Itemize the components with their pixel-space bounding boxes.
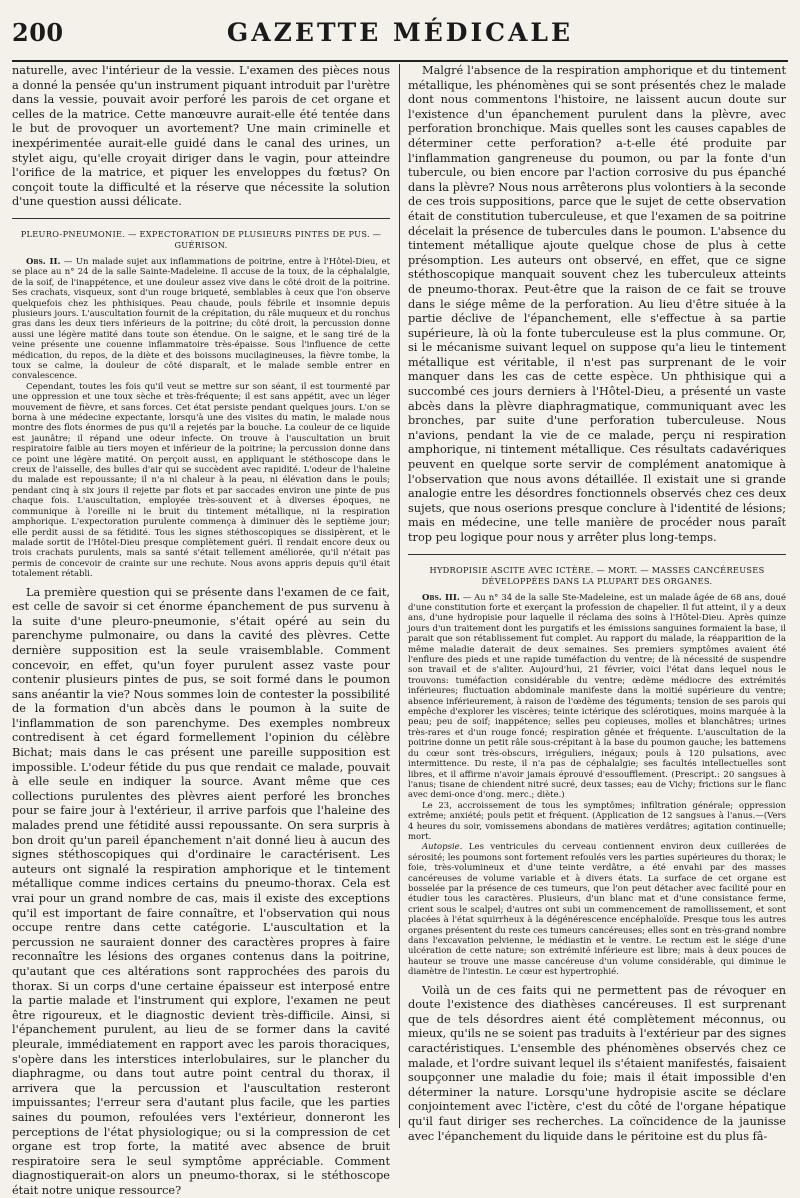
section-heading-pleuro-pneumonie: PLEURO-PNEUMONIE. — EXPECTORATION DE PLUSIEURS PINTES DE PUS. — GUÉRISON.	[20, 228, 382, 250]
autopsie-label: Autopsie.	[422, 842, 463, 853]
column-divider	[399, 64, 400, 1128]
right-column	[408, 64, 786, 1143]
section-rule	[408, 554, 786, 555]
observation-text: — Un malade sujet aux inflammations de poitrine, entre à l'Hôtel-Dieu, et se place au n° 24 de la salle Sainte-Madeleine. Il accuse de la toux, de la céphalalgie, de la soif, de l'inappétence, et une douleur assez vive dans le côté droit de la poitrine. Ses crachats, visqueux, sont d'un rouge briqueté, semblables à ceux que l'on observe quelquefois chez les phthisiques. Peau chaude, pouls fébrile et insomnie depuis plusieurs jours. L'auscultation fournit de la crépitation, du râle muqueux et du ronchus gras dans les deux tiers inférieurs de la poitrine; du côté droit, la percussion donne aussi une légère matité dans toute son étendue. On le saigne, et le sang tiré de la veine présente une couenne inflammatoire très-épaisse. Sous l'influence de cette médication, du repos, de la diète et des boissons mucilagineuses, la fièvre tombe, la toux se calme, la douleur de côté disparaît, et le malade semble entrer en convalescence.	[12, 256, 391, 382]
section-heading-hydropisie: HYDROPISIE ASCITE AVEC ICTÈRE. — MORT. — MASSES CANCÉREUSES DÉVELOPPÉES DANS LA PLUPART DES ORGANES.	[429, 564, 765, 586]
section-rule	[12, 218, 390, 219]
observation-3-paragraph-2: Le 23, accroissement de tous les symptômes; infiltration générale; oppression extrême; anxiété; pouls petit et fréquent. (Application de 12 sangsues à l'anus.—(Vers 4 heures du soir, vomissemens abondans de matières verdâtres; agitation continuelle; mort.	[408, 800, 786, 842]
header-rule	[12, 60, 788, 62]
observation-2-paragraph-2: Cependant, toutes les fois qu'il veut se mettre sur son séant, il est tourmenté par une oppression et une toux sèche et très-fréquente; il est sans appétit, avec un léger mouvement de fièvre, et sans forces. Cet état persiste pendant quelques jours. L'on se borna à une médecine expectante, lorsqu'à une des visites du matin, le malade nous montre des flots énormes de pus qu'il a rejetés par la bouche. La couleur de ce liquide est jaunâtre; il répand une odeur infecte. On trouve à l'auscultation un bruit respiratoire faible au tiers moyen et inférieur de la poitrine; la percussion donne dans ce point une légère matité. On perçoit aussi, en appliquant le stéthoscope dans le creux de l'aisselle, des bulles d'air qui se succèdent avec rapidité. L'odeur de l'haleine du malade est repoussante; il n'a ni chaleur à la peau, ni élévation dans le pouls; pendant cinq à six jours il rejette par flots et par saccades environ une pinte de pus chaque fois. L'auscultation, employée très-souvent et à diverses époques, ne communique à l'oreille ni le bruit du tintement métallique, ni la respiration amphorique. L'expectoration purulente commença à diminuer dès le septième jour; elle perdit aussi de sa fétidité. Tous les signes stéthoscopiques se dissipèrent, et le malade sortit de l'Hôtel-Dieu presque complètement guéri. Il rendait encore deux ou trois crachats purulents, mais sa santé s'était tellement améliorée, qu'il n'était pas permis de concevoir de crainte sur une rechute. Nous avons appris depuis qu'il était totalement rétabli.	[12, 381, 390, 580]
intro-paragraph: naturelle, avec l'intérieur de la vessie. L'examen des pièces nous a donné la pensée qu'un instrument piquant introduit par l'urètre dans la vessie, pouvait avoir perforé les parois de cet organe et celles de la matrice. Cette manœuvre aurait-elle été tentée dans le but de provoquer un avortement? Une main criminelle et inexpérimentée aurait-elle guidé dans le canal des urines, un stylet aigu, qu'elle croyait diriger dans le vagin, pour atteindre l'orifice de la matrice, et piquer les enveloppes du fœtus? On conçoit toute la difficulté et la réserve que nécessite la solution d'une question aussi délicate.	[12, 64, 390, 209]
perforation-paragraph: Malgré l'absence de la respiration amphorique et du tintement métallique, les phénomènes qui se sont présentés chez le malade dont nous commentons l'histoire, ne laissent aucun doute sur l'existence d'un épanchement purulent dans la plèvre, avec perforation bronchique. Mais quelles sont les causes capables de déterminer cette perforation? a-t-elle été produite par l'inflammation gangreneuse du poumon, ou par la fonte d'un tubercule, ou bien encore par l'action corrosive du pus épanché dans la plèvre? Nous nous arrêterons plus volontiers à la seconde de ces trois suppositions, parce que le sujet de cette observation était de constitution tuberculeuse, et que l'examen de sa poitrine décelait la présence de tubercules dans le poumon. L'absence du tintement métallique ajoute quelque chose de plus à cette présomption. Les auteurs ont observé, en effet, que ce signe stéthoscopique manquait souvent chez les tuberculeux atteints de pneumo-thorax. Peut-être que la raison de ce fait se trouve dans le siége même de la perforation. Au lieu d'être située à la partie déclive de l'épanchement, elle s'effectue à sa partie supérieure, là où la fonte tuberculeuse est la plus commune. Or, si le mécanisme suivant lequel on suppose qu'a lieu le tintement métallique est véritable, il n'est pas surprenant de le voir manquer dans les cas de cette espèce. Un phthisique qui a succombé ces jours derniers à l'Hôtel-Dieu, a présenté un vaste abcès dans la plèvre diaphragmatique, communiquant avec les bronches, par suite d'une perforation tuberculeuse. Nous n'avions, pendant la vie de ce malade, perçu ni respiration amphorique, ni tintement métallique. Ces résultats cadavériques peuvent en quelque sorte servir de complément anatomique à l'observation que nous avons détaillée. Il existait une si grande analogie entre les désordres fonctionnels observés chez ces deux sujets, que nous oserions presque conclure à l'identité de lésions; mais en médecine, une telle manière de procéder nous paraît trop peu logique pour nous y arrêter plus long-temps.	[408, 64, 786, 544]
journal-title: GAZETTE MÉDICALE	[226, 18, 574, 47]
observation-text: — Au n° 34 de la salle Ste-Madeleine, est un malade âgée de 68 ans, doué d'une constitution forte et exerçant la profession de chapelier. Il fut atteint, il y a deux ans, d'une hydropisie pour laquelle il réclama des soins à l'Hôtel-Dieu. Après quinze jours d'un traitement dont les purgatifs et les émissions sanguines formaient la base, il parait que son rétablissement fut complet. Au rapport du malade, la réapparition de la même maladie daterait de deux semaines. Ses premiers symptômes avaient été l'enflure des pieds et une rapide tuméfaction du ventre; de là nécessité de suspendre son travail et de s'aliter. Aujourd'hui, 21 février, voici l'état dans lequel nous le trouvons: tuméfaction considérable du ventre; œdème médiocre des extrémités inférieures; fluctuation abdominale manifeste dans la moitié supérieure du ventre; absence inférieurement, à raison de l'œdème des téguments; tension de ses parois qui empêche d'explorer les viscères; teinte ictérique des sclérotiques, moins marquée à la peau; peu de soif; inappétence; selles peu copieuses, molles et blanchâtres; urines très-rares et d'un rouge foncé; respiration gênée et fréquente. L'auscultation de la poitrine donne un petit râle sous-crépitant à la base du poumon gauche; les battemens du cœur sont très-obscurs, irréguliers, inégaux; pouls à 120 pulsations, avec intermittence. Du reste, il n'a pas de céphalalgie; ses facultés intellectuelles sont libres, et il affirme n'avoir jamais éprouvé d'essoufflement. (Prescript.: 20 sangsues à l'anus; tisane de chiendent nitré sucré, deux tasses; eau de Vichy; frictions sur le flanc avec demi-once d'ong. merc.; diète.)	[408, 592, 786, 801]
observation-2-paragraph	[12, 257, 390, 382]
autopsie-text: Les ventricules du cerveau contiennent environ deux cuillerées de sérosité; les poumons sont fortement refoulés vers les parties supérieures du thorax; le foie, très-volumineux et d'une teinte verdâtre, a été envahi par des masses cancéreuses de volume variable et à divers états. La surface de cet organe est bosselée par la présence de ces tumeurs, que l'on peut détacher avec facilité pour en étudier tous les caractères. Plusieurs, d'un blanc mat et d'une consistance ferme, crient sous le scalpel; d'autres ont subi un commencement de ramollissement, et sont placées à l'état squirrheux à la dégénérescence encéphaloïde. Presque tous les autres organes présentent du reste ces tumeurs cancéreuses; elles sont en très-grand nombre dans l'excavation pelvienne, le médiastin et le ventre. Le rectum est le siége d'une ulcération de cette nature; son extrémité inférieure est libre; mais à deux pouces de hauteur se trouve une masse cancéreuse d'un volume considérable, qui diminue le diamètre de l'intestin. Le cœur est hypertrophié.	[408, 842, 786, 978]
observation-label: Obs. III.	[422, 592, 460, 603]
observation-3-paragraph	[408, 593, 786, 801]
left-column	[12, 64, 391, 1197]
page-number: 200	[12, 18, 64, 47]
observation-label: Obs. II.	[26, 256, 61, 267]
autopsie-paragraph	[408, 842, 786, 977]
conclusion-paragraph: Voilà un de ces faits qui ne permettent pas de révoquer en doute l'existence des diathèses cancéreuses. Il est surprenant que de tels désordres aient été complètement méconnus, ou mieux, qu'ils ne se soient pas traduits à l'extérieur par des signes caractéristiques. L'ensemble des phénomènes observés chez ce malade, et l'ordre suivant lequel ils s'étaient manifestés, faisaient soupçonner une maladie du foie; mais il était impossible d'en déterminer la nature. Lorsqu'une hydropisie ascite se déclare conjointement avec l'ictère, c'est du côté de l'organe hépatique qu'il faut diriger ses recherches. La coïncidence de la jaunisse avec l'épanchement du liquide dans le péritoine est du plus fâ-	[408, 983, 786, 1143]
page-header	[12, 18, 788, 54]
discussion-paragraph: La première question qui se présente dans l'examen de ce fait, est celle de savoir si cet énorme épanchement de pus survenu à la suite d'une pleuro-pneumonie, s'était opéré au sein du parenchyme pulmonaire, ou dans la cavité des plèvres. Cette dernière supposition est la seule vraisemblable. Comment concevoir, en effet, qu'un foyer purulent assez vaste pour contenir plusieurs pintes de pus, se soit formé dans le poumon sans anéantir la vie? Nous sommes loin de contester la possibilité de la formation d'un abcès dans le poumon à la suite de l'inflammation de son parenchyme. Des exemples nombreux contredisent à cet égard formellement l'opinion du célèbre Bichat; mais dans le cas présent une pareille supposition est impossible. L'odeur fétide du pus que rendait ce malade, pouvait à elle seule en indiquer la source. Avant même que ces collections purulentes des plèvres aient perforé les bronches pour se faire jour à l'extérieur, il arrive parfois que l'haleine des malades prend une fétidité aussi repoussante. On sera surpris à bon droit qu'un pareil épanchement n'ait donné lieu à aucun des signes stéthoscopiques qui d'ordinaire le caractérisent. Les auteurs ont signalé la respiration amphorique et le tintement métallique comme indices certains du pneumo-thorax. Cela est vrai pour un grand nombre de cas, mais il existe des exceptions qu'il est important de faire connaître, et l'observation qui nous occupe rentre dans cette catégorie. L'auscultation et la percussion ne sauraient donner des caractères propres à faire reconnaître les lésions des organes contenus dans la poitrine, qu'autant que ces altérations sont rapprochées des parois du thorax. Si un corps d'une certaine épaisseur est interposé entre la partie malade et l'instrument qui explore, l'examen ne peut être rigoureux, et le diagnostic devient très-difficile. Ainsi, si l'épanchement purulent, au lieu de se former dans la cavité pleurale, immédiatement en rapport avec les parois thoraciques, s'opère dans les interstices interlobulaires, sur le plancher du diaphragme, ou dans tout autre point central du thorax, il arrivera que la percussion et l'auscultation resteront impuissantes; l'erreur sera d'autant plus facile, que les parties saines du poumon, refoulées vers l'extérieur, donneront les perceptions de l'état physiologique; ou si la compression de cet organe est trop forte, la matité avec absence de bruit respiratoire sera le seul symptôme appréciable. Comment diagnostiquerait-on alors un pneumo-thorax, si le stéthoscope était notre unique ressource?	[12, 585, 390, 1197]
